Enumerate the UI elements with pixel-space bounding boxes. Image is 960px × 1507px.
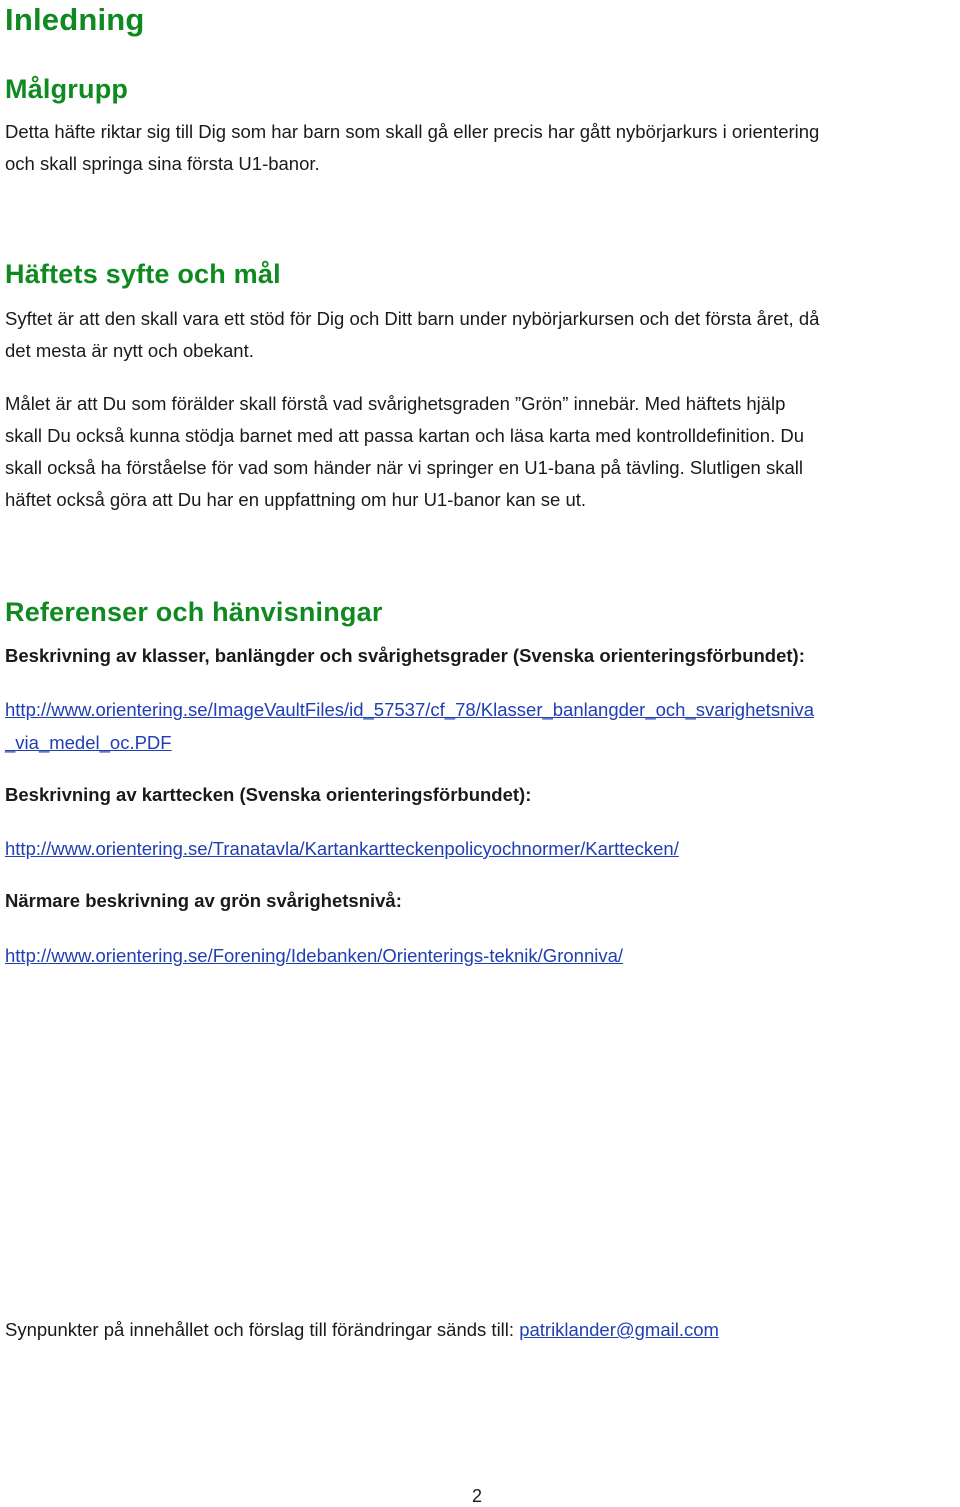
syfte-p1-line-1: Syftet är att den skall vara ett stöd för Dig och Ditt barn under nybörjarkursen och det första året, då (5, 308, 820, 329)
ref1-link-line-2[interactable]: _via_medel_oc.PDF (5, 732, 172, 753)
section-heading-referenser: Referenser och hänvisningar (5, 597, 383, 627)
feedback-text: Synpunkter på innehållet och förslag till förändringar sänds till: (5, 1319, 520, 1340)
malgrupp-line-1: Detta häfte riktar sig till Dig som har barn som skall gå eller precis har gått nybörjarkurs i orientering (5, 121, 820, 142)
syfte-paragraph-1 (5, 303, 819, 367)
syfte-paragraph-2 (5, 388, 804, 516)
ref2-heading: Beskrivning av karttecken (Svenska orienteringsförbundet): (5, 784, 532, 805)
syfte-p2-line-3: skall också ha förståelse för vad som händer när vi springer en U1-bana på tävling. Slutligen skall (5, 457, 803, 478)
ref3-link[interactable]: http://www.orientering.se/Forening/Idebanken/Orienterings-teknik/Gronniva/ (5, 945, 624, 966)
feedback-email-link[interactable]: patriklander@gmail.com (519, 1319, 719, 1340)
ref3-heading: Närmare beskrivning av grön svårighetsnivå: (5, 890, 402, 911)
ref2-link[interactable]: http://www.orientering.se/Tranatavla/Kartankartteckenpolicyochnormer/Karttecken/ (5, 838, 679, 859)
feedback-line (5, 1313, 719, 1346)
ref1-heading: Beskrivning av klasser, banlängder och svårighetsgrader (Svenska orienteringsförbundet): (5, 645, 805, 666)
page-number: 2 (472, 1486, 483, 1506)
syfte-p1-line-2: det mesta är nytt och obekant. (5, 340, 254, 361)
malgrupp-line-2: och skall springa sina första U1-banor. (5, 153, 320, 174)
syfte-p2-line-1: Målet är att Du som förälder skall förstå vad svårighetsgraden ”Grön” innebär. Med häftets hjälp (5, 393, 786, 414)
page-title: Inledning (5, 2, 145, 37)
ref1-link-line-1[interactable]: http://www.orientering.se/ImageVaultFiles/id_57537/cf_78/Klasser_banlangder_och_svarighetsniva (5, 699, 815, 720)
section-heading-syfte: Häftets syfte och mål (5, 259, 281, 289)
section-heading-malgrupp: Målgrupp (5, 74, 129, 104)
ref1-link-block[interactable] (5, 693, 814, 759)
malgrupp-paragraph (5, 116, 819, 180)
syfte-p2-line-2: skall Du också kunna stödja barnet med att passa kartan och läsa karta med kontrolldefinition. Du (5, 425, 805, 446)
syfte-p2-line-4: häftet också göra att Du har en uppfattning om hur U1-banor kan se ut. (5, 489, 587, 510)
